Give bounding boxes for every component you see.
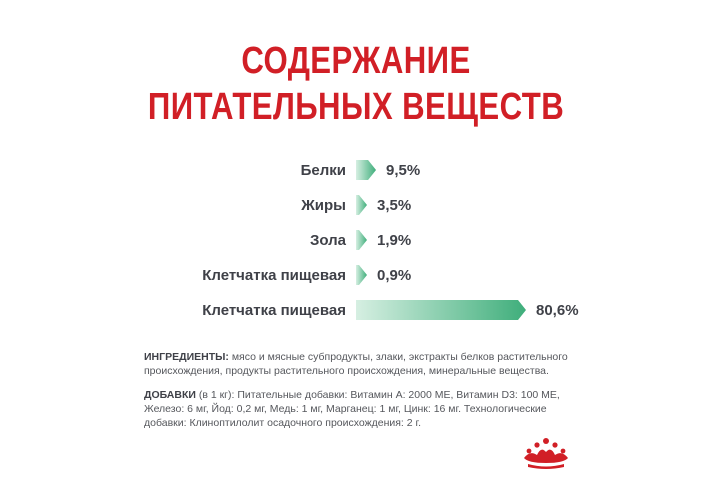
- ingredients-paragraph: [144, 350, 584, 378]
- nutrient-bar-chart: [0, 150, 712, 330]
- category-label-4: Клетчатка пищевая: [202, 302, 346, 319]
- additives-text: (в 1 кг): Питательные добавки: Витамин А: 2000 МЕ, Витамин D3: 100 МЕ, Железо: 6 мг, Йод: 0,2 мг, Медь: 1 мг, Марганец: 1 мг, Цинк: 16 мг. Технологические добавки: Клиноптилолит осадочного происхождения: 2 г.: [144, 389, 560, 429]
- bar-4: [356, 300, 526, 320]
- ingredients-text: мясо и мясные субпродукты, злаки, экстракты белков растительного происхождения, продукты растительного происхождения, минеральные вещества.: [144, 351, 568, 377]
- category-label-3: Клетчатка пищевая: [202, 267, 346, 284]
- category-label-1: Жиры: [301, 197, 346, 214]
- value-label-4: 80,6%: [536, 302, 579, 319]
- bar-1: [356, 195, 367, 215]
- value-label-0: 9,5%: [386, 162, 421, 179]
- bar-0: [356, 160, 376, 180]
- category-label-2: Зола: [309, 232, 346, 249]
- title-line-2: ПИТАТЕЛЬНЫХ ВЕЩЕСТВ: [147, 86, 565, 128]
- bar-2: [356, 230, 367, 250]
- product-notes: [144, 350, 584, 440]
- value-label-3: 0,9%: [377, 267, 412, 284]
- title-line-1: СОДЕРЖАНИЕ: [241, 40, 471, 82]
- additives-paragraph: [144, 388, 584, 430]
- ingredients-label: ИНГРЕДИЕНТЫ:: [144, 351, 229, 363]
- value-label-1: 3,5%: [377, 197, 412, 214]
- value-label-2: 1,9%: [377, 232, 412, 249]
- category-label-0: Белки: [300, 162, 346, 179]
- bar-3: [356, 265, 367, 285]
- additives-label: ДОБАВКИ: [144, 389, 196, 401]
- crown-icon: [520, 436, 572, 470]
- page-title: [64, 38, 648, 130]
